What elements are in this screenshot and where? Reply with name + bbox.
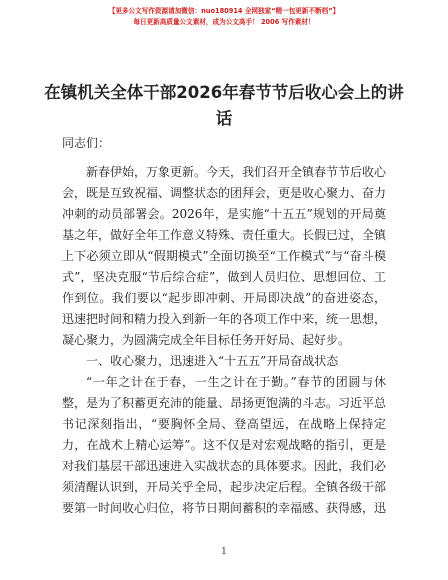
paragraph: 新春伊始，万象更新。今天，我们召开全镇春节节后收心会，既是互致祝福、调整状态的团拜会，更是收心聚力、奋力冲刺的动员部署会。2026年，是实施“十五五”规划的开局奠基之年，做好全年工作意义特殊、责任重大。长假已过，全镇上下必须立即从“假期模式”全面切换至“工作模式”与“奋斗模式”，坚决克服“节后综合症”，做到人员归位、思想回位、工作到位。我们要以“起步即冲刺、开局即决战”的奋进姿态，迅速把时间和精力投入到新一年的各项工作中来，统一思想，凝心聚力，为圆满完成全年目标任务开好局、起好步。 xyxy=(62,165,387,347)
document-body xyxy=(62,133,386,519)
section-heading: 一、收心聚力，迅速进入“十五五”开局奋战状态 xyxy=(86,354,339,368)
document-title: 在镇机关全体干部2026年春节节后收心会上的讲话 xyxy=(44,83,404,128)
banner-line-1: 【更多公文写作资源请加微信：nuo180914 全网独家“精一包更新不断档”】 xyxy=(108,7,340,15)
banner-line-2: 每日更新高质量公文素材，成为公文高手！ 2006 写作素材！ xyxy=(133,18,315,26)
salutation: 同志们： xyxy=(62,136,111,150)
header-banner xyxy=(0,6,448,28)
paragraph: “一年之计在于春，一生之计在于勤。”春节的团圆与休整，是为了积蓄更充沛的能量、昂扬更饱满的斗志。习近平总书记深刻指出，“要胸怀全局、登高望远，在战略上保持定力，在战术上精心运筹”。这不仅是对宏观战略的指引，更是对我们基层干部迅速进入实战状态的具体要求。因此，我们必须清醒认识到，开局关乎全局，起步决定后程。全镇各级干部要第一时间收心归位，将节日期间蓄积的幸福感、获得感，迅 xyxy=(62,375,387,515)
page-number: 1 xyxy=(221,547,227,557)
